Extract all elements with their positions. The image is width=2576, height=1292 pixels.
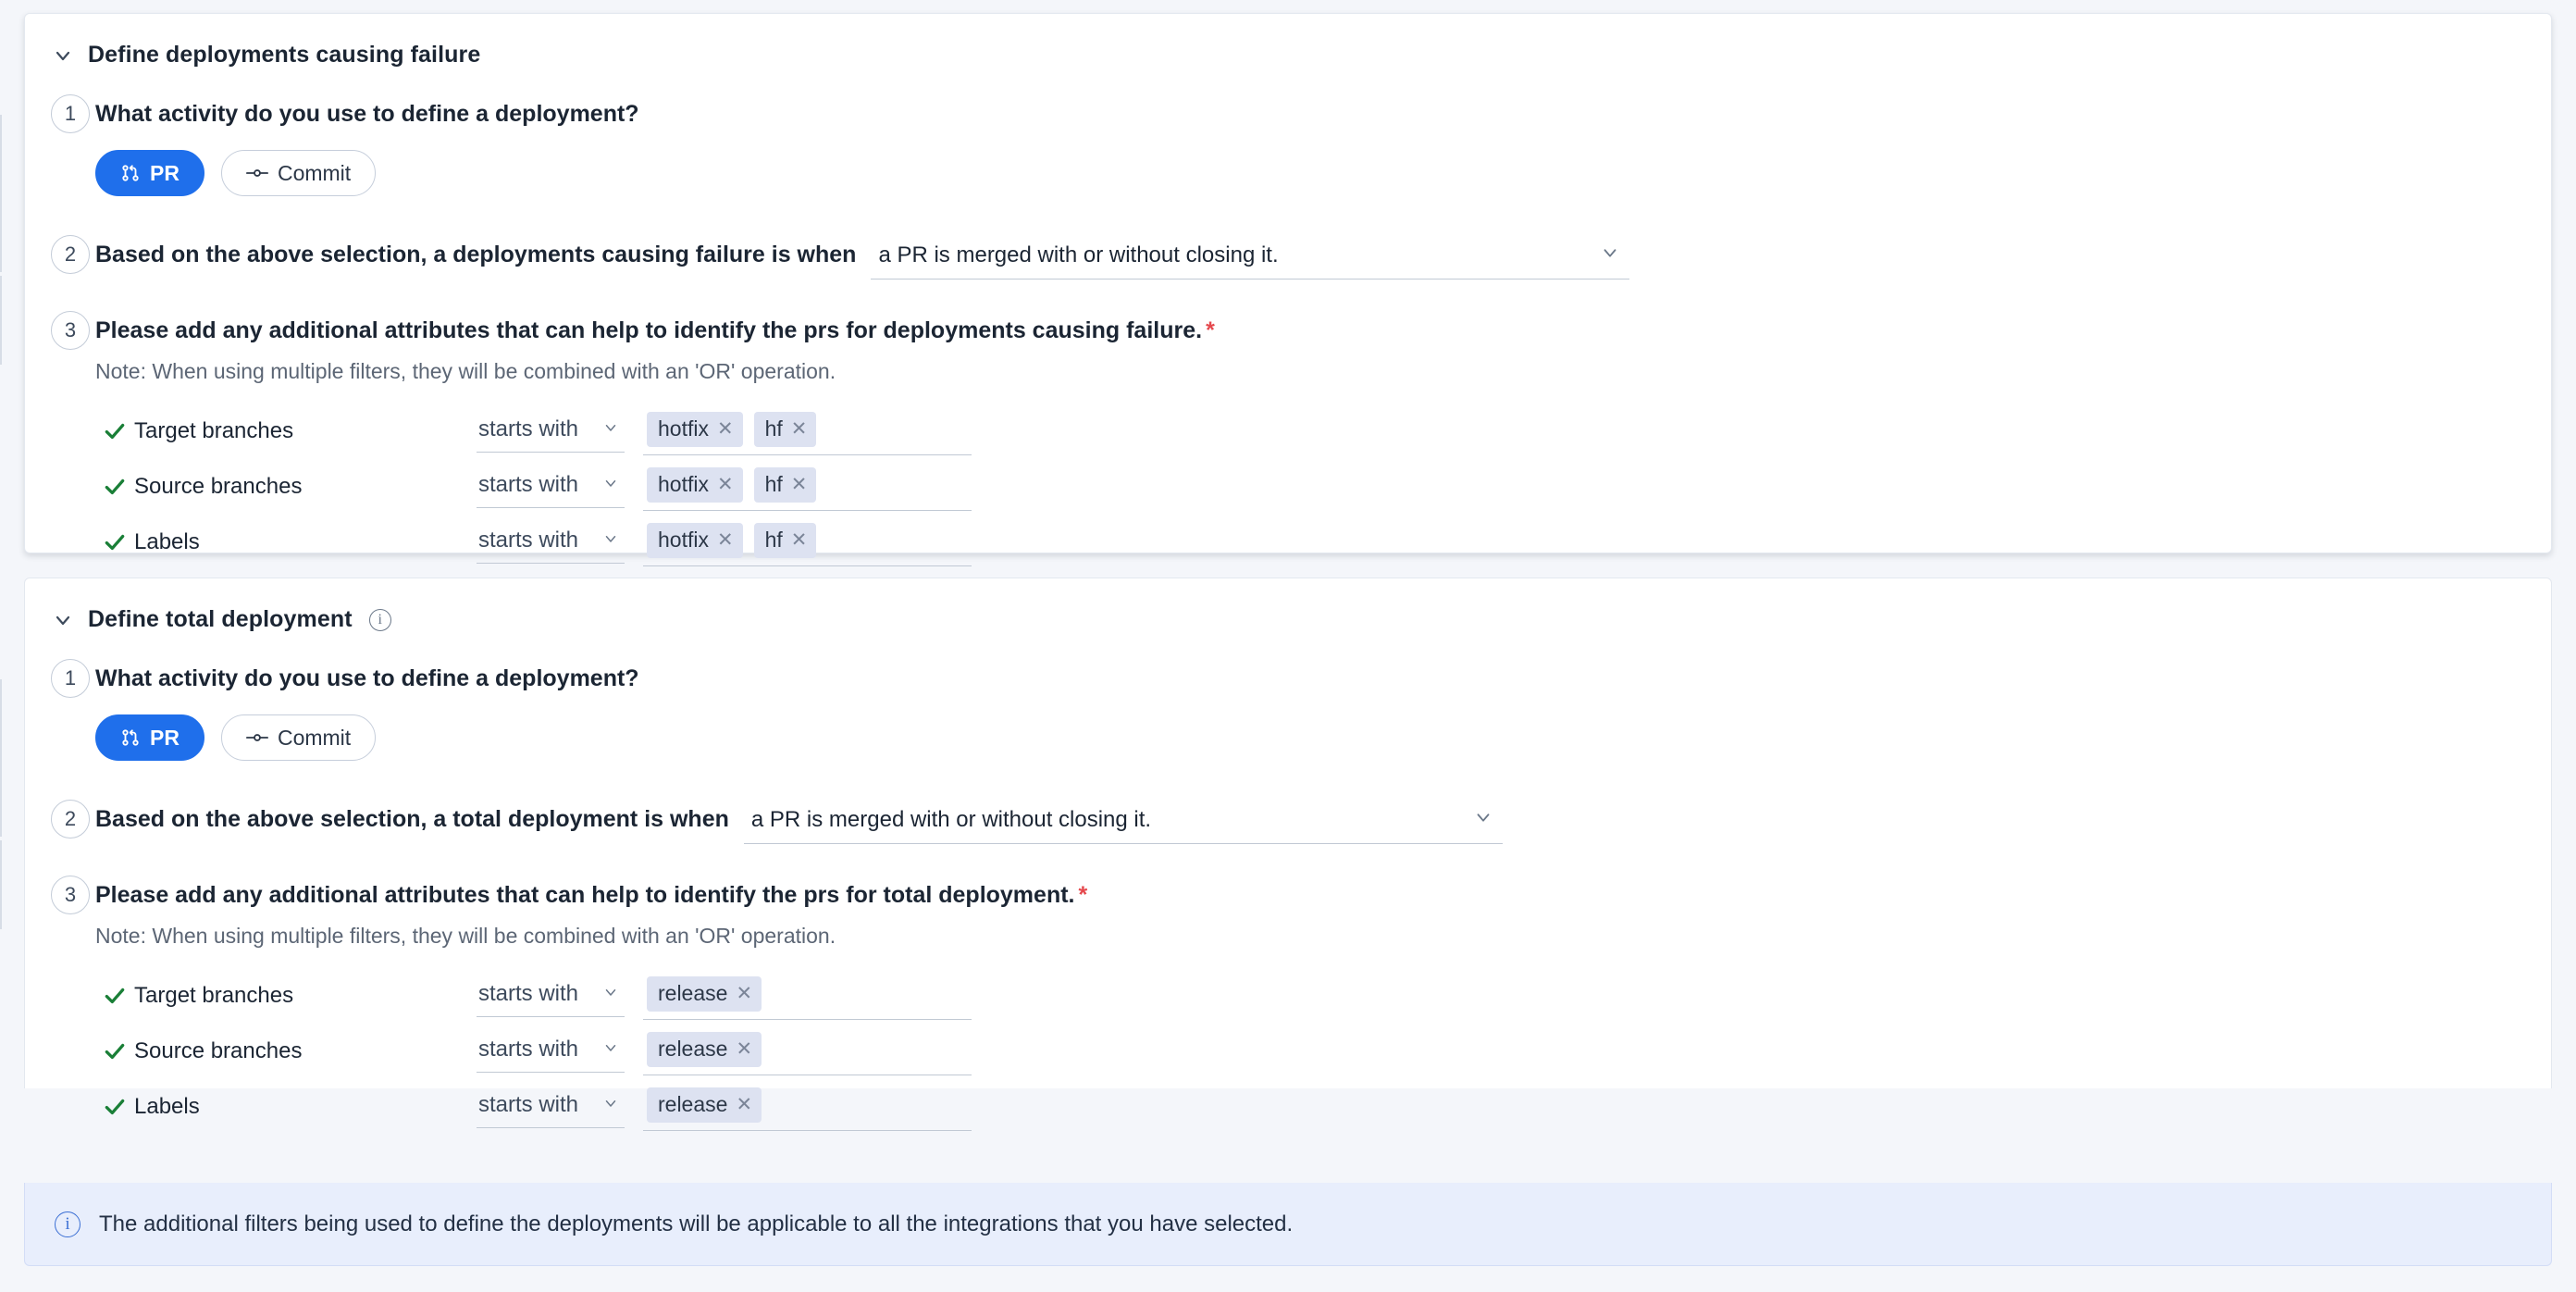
step-number: 2 bbox=[51, 235, 90, 274]
filter-operator-value: starts with bbox=[478, 528, 579, 553]
step-1 bbox=[64, 94, 2551, 196]
filter-operator-select[interactable] bbox=[477, 1085, 625, 1128]
close-icon[interactable]: ✕ bbox=[736, 1094, 753, 1115]
filter-operator-select[interactable] bbox=[477, 465, 625, 508]
check-icon[interactable] bbox=[95, 475, 134, 499]
filter-values-input[interactable] bbox=[643, 462, 972, 511]
chip[interactable] bbox=[647, 976, 762, 1012]
filters-list bbox=[95, 404, 2551, 569]
step-3 bbox=[64, 311, 2551, 569]
filter-operator-value: starts with bbox=[478, 416, 579, 441]
chip[interactable] bbox=[647, 412, 743, 447]
close-icon[interactable]: ✕ bbox=[790, 418, 808, 440]
filter-values-input[interactable] bbox=[643, 406, 972, 455]
filter-operator-select[interactable] bbox=[477, 409, 625, 453]
info-icon[interactable]: i bbox=[369, 609, 391, 631]
chip[interactable] bbox=[647, 1087, 762, 1123]
filter-name: Source branches bbox=[134, 473, 303, 499]
filter-name: Source branches bbox=[134, 1037, 303, 1063]
close-icon[interactable]: ✕ bbox=[716, 529, 734, 551]
step-2-label: Based on the above selection, a deployments causing failure is when bbox=[95, 242, 857, 267]
step-1-label: What activity do you use to define a deployment? bbox=[95, 101, 639, 127]
section-card-total-deployment bbox=[24, 578, 2552, 1119]
filter-row bbox=[95, 460, 2551, 514]
required-marker: * bbox=[1078, 881, 1088, 908]
filter-name: Labels bbox=[134, 1093, 200, 1119]
filter-operator-value: starts with bbox=[478, 1092, 579, 1117]
activity-option-pr-label: PR bbox=[150, 725, 180, 750]
chip-label: hotfix bbox=[658, 528, 709, 552]
chevron-down-icon[interactable] bbox=[602, 472, 619, 498]
filter-values-input[interactable] bbox=[643, 1026, 972, 1075]
activity-option-pr[interactable] bbox=[95, 150, 204, 196]
step-3 bbox=[64, 876, 2551, 1134]
section-card-deployments-causing-failure bbox=[24, 13, 2552, 553]
filter-values-input[interactable] bbox=[643, 971, 972, 1020]
section-header[interactable] bbox=[25, 14, 2551, 68]
close-icon[interactable]: ✕ bbox=[790, 474, 808, 495]
filter-name: Target branches bbox=[134, 982, 294, 1008]
step-number: 1 bbox=[51, 659, 90, 698]
filter-values-input[interactable] bbox=[643, 517, 972, 566]
chip-label: release bbox=[658, 1092, 728, 1116]
step-3-label bbox=[95, 311, 2551, 350]
chip-label: release bbox=[658, 1037, 728, 1061]
check-icon[interactable] bbox=[95, 1095, 134, 1119]
step-1 bbox=[64, 659, 2551, 761]
check-icon[interactable] bbox=[95, 1039, 134, 1063]
pull-request-icon bbox=[120, 727, 141, 748]
deployment-condition-select[interactable] bbox=[871, 237, 1629, 280]
chevron-down-icon[interactable] bbox=[602, 1037, 619, 1062]
step-connector bbox=[0, 679, 2, 837]
filter-row bbox=[95, 1025, 2551, 1078]
check-icon[interactable] bbox=[95, 984, 134, 1008]
steps-list bbox=[25, 94, 2551, 569]
deployment-condition-value: a PR is merged with or without closing it. bbox=[878, 242, 1279, 267]
check-icon[interactable] bbox=[95, 530, 134, 554]
activity-option-commit-label: Commit bbox=[277, 160, 352, 185]
step-2-row bbox=[95, 235, 2551, 280]
filter-operator-select[interactable] bbox=[477, 974, 625, 1017]
close-icon[interactable]: ✕ bbox=[736, 1038, 753, 1060]
step-3-label bbox=[95, 876, 2551, 914]
filter-operator-select[interactable] bbox=[477, 520, 625, 564]
chevron-down-icon[interactable] bbox=[51, 608, 75, 632]
activity-option-pr[interactable] bbox=[95, 714, 204, 761]
step-2 bbox=[64, 800, 2551, 844]
filter-name: Target branches bbox=[134, 417, 294, 443]
filter-values-input[interactable] bbox=[643, 1082, 972, 1131]
filter-row bbox=[95, 1080, 2551, 1134]
activity-toggle-group bbox=[95, 714, 2551, 761]
filter-operator-select[interactable] bbox=[477, 1029, 625, 1073]
activity-option-pr-label: PR bbox=[150, 160, 180, 185]
close-icon[interactable]: ✕ bbox=[790, 529, 808, 551]
section-title: Define total deployment bbox=[88, 606, 353, 632]
filters-list bbox=[95, 969, 2551, 1134]
chip-label: hf bbox=[764, 416, 783, 441]
chevron-down-icon[interactable] bbox=[602, 981, 619, 1007]
commit-icon bbox=[246, 730, 268, 745]
deployment-condition-select[interactable] bbox=[744, 801, 1503, 844]
step-connector bbox=[0, 840, 2, 929]
commit-icon bbox=[246, 166, 268, 180]
filters-note: Note: When using multiple filters, they will be combined with an 'OR' operation. bbox=[95, 358, 836, 383]
activity-option-commit[interactable] bbox=[221, 150, 376, 196]
activity-toggle-group bbox=[95, 150, 2551, 196]
chip[interactable] bbox=[647, 1032, 762, 1067]
chip[interactable] bbox=[647, 523, 743, 558]
chip[interactable] bbox=[754, 467, 817, 503]
chip[interactable] bbox=[647, 467, 743, 503]
step-1-label: What activity do you use to define a deployment? bbox=[95, 665, 639, 691]
chevron-down-icon[interactable] bbox=[1600, 242, 1620, 269]
check-icon[interactable] bbox=[95, 419, 134, 443]
chevron-down-icon[interactable] bbox=[602, 528, 619, 553]
section-title: Define deployments causing failure bbox=[88, 42, 481, 68]
filter-operator-value: starts with bbox=[478, 1037, 579, 1062]
step-number: 3 bbox=[51, 311, 90, 350]
info-banner-text: The additional filters being used to define the deployments will be applicable to all the integrations that you have selected. bbox=[99, 1211, 1294, 1236]
chip-label: hf bbox=[764, 472, 783, 496]
steps-list bbox=[25, 659, 2551, 1134]
chevron-down-icon[interactable] bbox=[602, 416, 619, 442]
chevron-down-icon[interactable] bbox=[1473, 807, 1493, 834]
activity-option-commit[interactable] bbox=[221, 714, 376, 761]
step-2 bbox=[64, 235, 2551, 280]
chevron-down-icon[interactable] bbox=[602, 1092, 619, 1118]
section-header[interactable] bbox=[25, 578, 2551, 633]
step-number: 2 bbox=[51, 800, 90, 839]
info-icon: i bbox=[55, 1211, 80, 1237]
step-connector bbox=[0, 276, 2, 365]
chip-label: hf bbox=[764, 528, 783, 552]
filters-note: Note: When using multiple filters, they will be combined with an 'OR' operation. bbox=[95, 923, 836, 948]
chip[interactable] bbox=[754, 412, 817, 447]
step-connector bbox=[0, 115, 2, 272]
filter-operator-value: starts with bbox=[478, 472, 579, 497]
pull-request-icon bbox=[120, 163, 141, 183]
step-3-text: Please add any additional attributes that can help to identify the prs for deployments causing failure. bbox=[95, 317, 1203, 343]
filter-row bbox=[95, 404, 2551, 458]
required-marker: * bbox=[1206, 317, 1215, 343]
close-icon[interactable]: ✕ bbox=[716, 474, 734, 495]
chip-label: release bbox=[658, 981, 728, 1005]
info-banner bbox=[24, 1183, 2552, 1266]
deployment-condition-value: a PR is merged with or without closing it. bbox=[750, 807, 1152, 832]
activity-option-commit-label: Commit bbox=[277, 725, 352, 750]
deployment-definition-page bbox=[0, 13, 2576, 1292]
chip-label: hotfix bbox=[658, 472, 709, 496]
filter-operator-value: starts with bbox=[478, 981, 579, 1006]
filter-row bbox=[95, 516, 2551, 569]
chevron-down-icon[interactable] bbox=[51, 43, 75, 68]
filter-row bbox=[95, 969, 2551, 1023]
step-number: 3 bbox=[51, 876, 90, 914]
close-icon[interactable]: ✕ bbox=[716, 418, 734, 440]
close-icon[interactable]: ✕ bbox=[736, 983, 753, 1004]
chip[interactable] bbox=[754, 523, 817, 558]
filter-name: Labels bbox=[134, 528, 200, 554]
step-2-row bbox=[95, 800, 2551, 844]
step-2-label: Based on the above selection, a total deployment is when bbox=[95, 806, 729, 832]
chip-label: hotfix bbox=[658, 416, 709, 441]
step-3-text: Please add any additional attributes that can help to identify the prs for total deployment. bbox=[95, 881, 1075, 908]
step-number: 1 bbox=[51, 94, 90, 133]
